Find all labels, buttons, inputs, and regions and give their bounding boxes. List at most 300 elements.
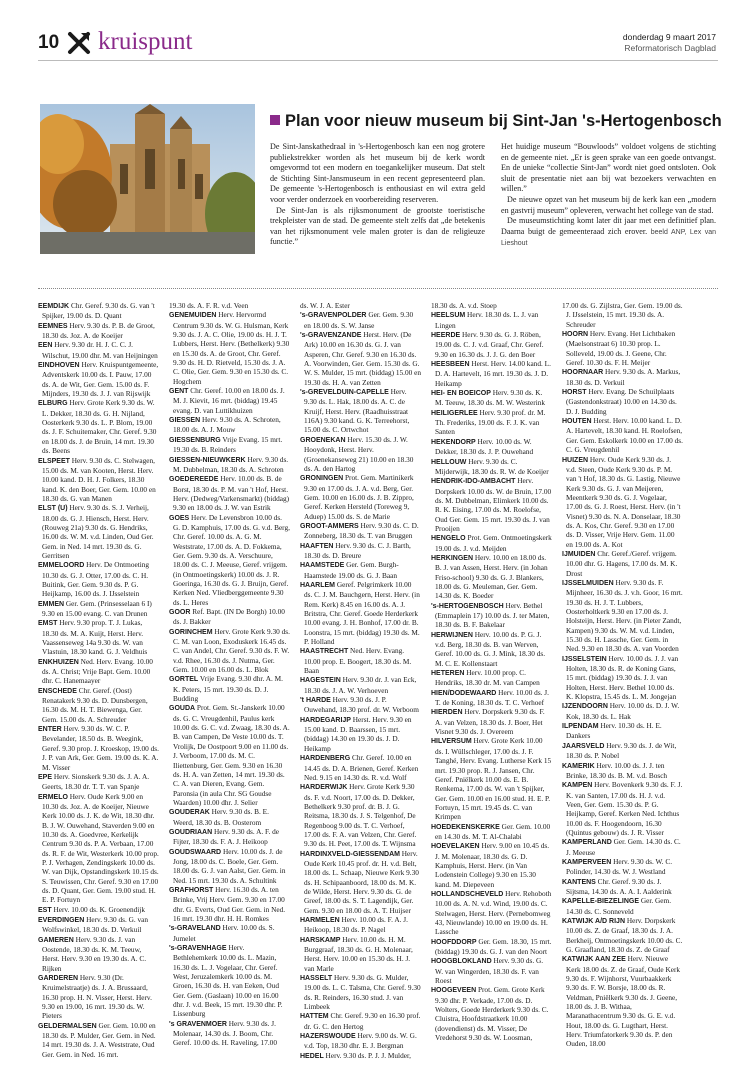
listing-place: EEMDIJK [38,303,70,310]
listing-services: 19.30 ds. A. F. R. v.d. Veen [169,301,249,310]
listing-entry [169,627,290,675]
publication-name: Reformatorisch Dagblad [624,43,716,53]
listing-services: 17.00 ds. G. Zijlstra, Ger. Gem. 19.00 ds. J. IJsselstein, 15 mrt. 19.30 ds. A. Schreuder [562,301,683,329]
listing-services: Herv. 9.30 ds. S. J. Verheij, 18.00 ds. G. J. Hiensch, Herst. Herv. (Rouweg 21a) 9.30 ds. G. Hendriks, 16.00 ds. W. M. v.d. Linden, Oud Ger. Gem. in Ned. 14 mrt. 19.30 ds. G. Gerritsen [42,503,154,560]
listing-entry [38,792,159,905]
listing-place: GOUDSWAARD [169,848,222,856]
listing-services: Herv. 9.30 ds. C. Stelwagen, 15.00 ds. M. van Kooten, Herst. Herv. 10.00 kand. D. H. J. Folkers, 18.30 kand. K. den Boer, Ger. Gem. 10.00 en 18.30 ds. G. van Manen [42,455,156,503]
listing-entry [38,456,159,504]
listing-entry [38,599,159,619]
listing-place: GIESSEN [169,417,201,425]
listing-services: Vrije Evang. 15 mrt. 19.30 ds. B. Reinders [173,434,283,455]
listing-place: 't HARDE [300,697,331,705]
listing-services: Herv. 9.30 prop. T. J. Lukas, 18.30 ds. M. A. Kuijt, Herst. Herv. Vaassenseweg 14a 9.30 ds. W. van Vlastuin, 18.30 kand. G. J. Veldhuis [42,618,148,657]
listing-entry [562,578,683,654]
listing-place: HARDEGARIJP [300,716,351,724]
listing-services: Herv. Dorpskerk 9.30 ds. F. A. van Velzen, 18.30 ds. J. Boer, Het Visnet 9.30 ds. J. Overeem [435,707,545,737]
listing-services: Chr. Geref. 9.30 ds. G. van 't Spijker, 19.00 ds. D. Quant [42,301,155,321]
listing-entry [169,455,290,475]
listing-services: Herv. Bovenkerk 9.30 ds. F. J. K. van Santen, 17.00 ds. H. J. v.d. Veen, Ger. Gem. 15.30 ds. P. G. Heijkamp, Geref. Kerken Ned. Ichthus 10.00 ds. F. Hoogendoorn, 16.30 (Quintus gebouw) ds. J. R. Visser [566,780,683,837]
listing-services: Herv. Evang. De Schuilplaats (Gastendonkstraat) 10.00 en 14.30 ds. D. J. Budding [566,387,677,416]
article-paragraph-last: De museumstichting komt later dit jaar met een definitief plan. Daarna buigt de gemeenteraad zich erover. [501,216,716,236]
listing-services: Herv. 10.00 ds. H. M. Burggraaf, 18.30 ds. G. H. Molenaar, Herst. Herv. 10.00 en 15.30 ds. H. J. van Marle [304,934,413,973]
listing-services: Herv. Evang. Het Lichtbaken (Maelsonstraat 6) 10.30 prop. L. Solleveld, 19.00 ds. J. Geene, Chr. Geref. 10.30 ds. F. H. Meijer [566,329,676,368]
listing-entry [562,877,683,897]
listing-place: HOUTEN [562,418,592,426]
listing-entry [300,753,421,782]
listing-services: Herv. 9.30 ds. G. van Wolfswinkel, 18.30 ds. D. Verkuil [42,915,149,935]
listing-place: HERKINGEN [431,554,474,562]
listing-place: KAMPERVEEN [562,858,612,866]
listing-place: HIERDEN [431,709,463,717]
listing-entry [38,686,159,724]
listing-place: HOOGBLOKLAND [431,958,492,966]
listing-place: GORTEL [169,676,199,684]
listing-entry [300,935,421,973]
listing-entry [169,301,290,310]
listing-services: Ger. Gem. Burgh-Haamstede 19.00 ds. G. J. Baan [304,560,399,580]
listing-entry [562,329,683,367]
listing-services: Herv. 18.30 ds. L. J. van Lingen [435,310,539,330]
listing-place: GROENEKAN [300,436,346,444]
listing-services: Herv. 10.00 ds. J. J. ten Brinke, 18.30 ds. B. M. v.d. Bosch [566,760,668,780]
listing-place: EVERDINGEN [38,917,85,924]
listing-services: ds. W. J. A. Ester [300,301,350,310]
listing-place: HARDERWIJK [300,784,348,792]
listing-place: HOOGEVEEN [431,987,477,995]
listing-place: GOEDEREEDE [169,476,219,484]
listing-entry [169,435,290,455]
listing-services: Herv. 9.30 (Dr. Kruimelstraatje) ds. J. A. Brussaard, 16.30 prop. H. N. Visser, Herst. Herv. 9.30 en 19.00, 16 mrt. 19.30 ds. W. Pieters [42,973,152,1021]
section-title: kruispunt [98,28,193,55]
listing-entry [300,849,421,915]
listing-place: KAPELLE-BIEZELINGE [562,898,640,906]
headline-bullet-icon [270,115,280,125]
listing-place: ERMELO [38,793,68,801]
listing-entry [169,1019,290,1048]
article-paragraph: De nieuwe opzet van het museum bij de kerk kan een „modern en gastvrij museum” opleveren, verwacht het college van de stad. [501,194,716,215]
listing-services: Herv. 10.00 ds. F. A. J. Heikoop, 18.30 ds. P. Nagel [304,915,408,935]
listing-entry [38,724,159,772]
listing-place: HUIZEN [562,456,589,464]
listing-services: Herv. 9.30 ds. K. M. Teeuw, 18.30 ds. M. W. Westerink [435,388,546,408]
listing-entry [562,857,683,877]
listing-entry [169,943,290,1019]
listing-place: IJZENDOORN [562,703,608,711]
listing-place: KATWIJK A/D RIJN [562,918,625,925]
section-divider [38,288,718,289]
listing-services: Herst. Herv. 9.30 en 15.00 kand. D. Baarssen, 15 mrt. (biddag) 14.30 en 19.30 ds. J. D. Heikamp [304,714,412,753]
listing-services: Herv. 9.00 en 10.45 ds. J. M. Molenaar, 18.30 ds. G. D. Kamphuis, Herst. Herv. (in Van Lodenstein College) 9.30 en 15.30 kand. M. Diepeveen [435,841,550,889]
listing-entry [38,340,159,360]
listing-entry [300,310,421,330]
listing-services: Herv. Bethel (Emmaplein 17) 10.00 ds. J. ter Maten, 18.30 ds. B. F. Bakelaar [435,600,550,630]
listing-entry [169,807,290,827]
listing-place: GELDERMALSEN [38,1022,97,1030]
listing-place: HERWIJNEN [431,631,473,639]
listing-place: HEERDE [431,332,461,340]
listing-place: ELST (U) [38,505,68,513]
listing-entry [169,607,290,627]
listing-services: Herv. 9.30 dr. H. J. C. C. J. Wilschut, 19.00 dhr. M. van Heijningen [42,340,158,360]
listing-entry [300,782,421,848]
listing-services: Herv. 9.30 ds. G. Mulder, 19.00 ds. L. C. Talsma, Chr. Geref. 9.30 ds. R. Reinders, 16.30 stud. J. van Limbeek [304,973,421,1012]
listing-place: HEESBEEN [431,361,470,369]
listing-services: Herv. 9.30 ds. J. P. Ouwehand, 18.30 prof. dr. W. Verboom [304,695,419,715]
listing-place: HOORNAAR [562,369,604,377]
listing-place: 's-GRAVENZANDE [300,332,362,340]
listing-place: HAGESTEIN [300,677,341,685]
cathedral-photo [40,104,255,254]
listing-services: Ger. Gem. 9.30 en 18.00 ds. S. W. Janse [304,310,414,330]
listing-services: Herv. 10.00 prop. C. Hendriks, 18.30 dr. M. van Campen [435,668,540,688]
listing-entry [431,388,552,408]
listing-column [38,301,159,1066]
listing-entry [431,630,552,668]
listing-services: Herv. Rehoboth 10.00 ds. A. N. v.d. Wind, 19.00 ds. C. Stelwagen, Herst. Herv. (Pernebomweg 43, Nieuwlande) 10.00 en 19.00 ds. H. Lassche [435,888,552,937]
listing-entry [300,973,421,1011]
article-paragraph: De Sint-Jan is als rijksmonument de grootste toeristische trekpleister van de stad. De gemeente stelt zelfs dat „de betekenis van het rijksmonument vele malen groter is dan de religieuze functie.” [270,205,485,247]
listing-services: Herv. 10.00 en 18.00 ds. B. J. van Assen, Herst. Herv. (in Johan Friso-school) 9.30 ds. G. J. Blankers, 18.00 ds. G. Meuleman, Ger. Gem. 14.30 ds. K. Boeder [435,552,548,601]
article-paragraph [501,216,716,250]
listing-services: Herv. Grote Kerk 10.00 ds. I. Wüllschleger, 17.00 ds. J. F. Tanghé, Herv. Evang. Lutherse Kerk 15 mrt. 19.30 prop. R. J. Jansen, Chr. Geref. Pniëlkerk 10.00 ds. E. B. Renkema, 17.00 ds. W. van 't Spijker, Ger. Gem. 10.00 en 16.00 stud. H. E. P. Fortuyn, 15 mrt. 19.45 ds. C. van Krimpen [435,736,552,822]
listing-services: Herv. Grote Kerk 9.30 ds. F. v.d. Noort, 17.00 ds. D. Dekker, Bethelkerk 9.30 prof. dr. B. J. G. Reitsma, 18.30 ds. J. S. Telgenhof, De Regenboog 9.00 ds. T. C. Verhoef, 17.00 ds. F. A. van Velzen, Chr. Geref. 9.30 ds. H. Peet, 17.00 ds. T. Wijnsma [304,782,417,849]
listing-services: Chr. Geref. (Oost) Renatakerk 9.30 ds. D. Dunsbergen, 16.30 ds. M. H. T. Biewenga, Ger. Gem. 15.00 ds. A. Schreuder [42,685,148,724]
listing-place: GAMEREN [38,936,74,944]
listing-entry [562,741,683,761]
listing-entry [562,837,683,857]
listing-entry [169,310,290,386]
listing-entry [300,473,421,521]
listing-entry [38,1021,159,1059]
listing-place: HILVERSUM [431,738,472,746]
listing-place: GARDEREN [38,975,79,983]
listing-place: EEMNES [38,322,68,330]
listing-services: Herv. 15.30 ds. J. W. Hooydonk, Herst. Herv. (Groenekanseweg 21) 10.00 en 18.30 ds. A. den Hartog [304,434,414,473]
listing-entry [431,889,552,937]
listing-entry [300,541,421,561]
listing-place: HENDRIK-IDO-AMBACHT [431,478,516,486]
listing-entry [562,387,683,416]
listing-services: Herv. Bethlehemkerk 10.00 ds. L. Mazin, 16.30 ds. L. J. Vogelaar, Chr. Geref. West, Jeruzalemkerk 10.00 ds. M. Groen, 16.30 ds. H. van Eeken, Oud Ger. Gem. (Gaslaan) 10.00 en 16.00 dhr. J. v.d. Beek, 15 mrt. 19.30 dhr. P. Lissenburg [173,943,283,1019]
listing-place: ELSPEET [38,457,70,465]
listing-services: Herv. 9.00 ds. W. G. v.d. Top, 18.30 dhr. E. J. Bergman [304,1031,417,1051]
listing-place: GOUDERAK [169,809,210,817]
listing-column [562,301,683,1066]
listing-place: GORINCHEM [169,628,213,636]
listing-services: Herv. 9.30 ds. G. W. van Wingerden, 18.30 ds. F. van Roest [435,956,544,986]
listing-services: Herv. Oude Kerk 9.30 ds. J. v.d. Steen, Oude Kerk 9.30 ds. P. M. van 't Hof, 18.30 ds. G. Lastig, Nieuwe Kerk 9.30 ds. G. J. van Meijeren, Meentkerk 9.30 ds. G. J. Vogelaar, 17.00 ds. G. J. Roest, Herst. Herv. (in 't Visnet) 9.30 ds. N. A. Donselaar, 18.30 ds. A. Kos, Chr. Geref. 9.30 en 17.00 ds. D. Visser, Vrije Herv. Gem. 11.00 en 19.00 ds. A. Kot [566,454,681,549]
listing-place: KAMERIK [562,762,595,770]
listing-services: Herv. Oude Kerk 10.45 prof. dr. H. v.d. Belt, 18.00 ds. L. Schaap, Nieuwe Kerk 9.30 ds. H. Schipaanboord, 18.00 ds. M. K. de Wilde, Herst. Herv. 9.30 ds. G. de Greef, 18.00 ds. S. T. Lagendijk, Ger. Gem. 9.30 en 18.00 ds. A. T. Huijser [304,848,419,915]
listing-services: Chr. Geref. 9.30 en 16.30 prof. dr. G. C. den Hertog [304,1011,421,1031]
listing-services: Herv. 10.00 ds. P. G. J. v.d. Berg, 18.30 ds. B. van Werven, Geref. 10.00 ds. G. J. Mink, 18.30 ds. M. C. E. Kollenstaart [435,629,546,668]
listing-place: GENEMUIDEN [169,312,217,320]
page-number: 10 [38,32,60,53]
listing-entry [562,301,683,329]
listing-entry [169,386,290,415]
listing-entry [431,736,552,821]
listing-services: Herv. 9.30 ds. L. Hak, 18.00 ds. A. C. de Kruijf, Herst. Herv. (Raadhuisstraat 116A) 9.30 kand. G. K. Terreehorst, 15.00 ds. C. Ortwchot [304,387,410,435]
listing-services: Herv. Grote Kerk 9.30 ds. W. L. Dekker, 18.30 ds. G. H. Nijland, Oosterkerk 9.30 ds. L. P. Blom, 19.00 ds. J. F. Schuitemaker, Chr. Geref. 9.30 en 18.00 ds. J. de Bruin, 14 mrt. 19.30 ds. Beens [42,398,157,456]
listing-services: Ref. Bapt. (IN De Borgh) 10.00 ds. J. Bakker [173,607,285,627]
listing-place: 's-HERTOGENBOSCH [431,602,504,610]
listing-services: Herv. 10.30 ds. H. E. Dankers [566,721,662,741]
listing-place: HARDINXVELD-GIESSENDAM [300,850,400,858]
listing-services: Herv. De Ontmoeting 10.30 ds. G. J. Otter, 17.00 ds. C. H. Buitink, Ger. Gem. 9.30 ds. P. G. Heijkamp, 16.00 ds. J. IJsselstein [42,560,150,599]
listing-entry [300,715,421,753]
listing-entry [169,847,290,885]
article-paragraph: Het huidige museum “Bouwloods” voldoet volgens de stichting en de gemeente niet. „Er is geen sprake van een goede ontvangst. En de unieke “collectie Sint-Jan” wordt niet goed ontsloten. Ook sluit de presentatie niet aan bij wat bezoekers verwachten en willen.” [501,142,716,194]
issue-date: donderdag 9 maart 2017 [622,32,716,42]
listing-place: EEN [38,342,53,350]
listing-services: Prot. Gem. St.-Janskerk 10.00 ds. G. C. Vreugdenhil, Paulus kerk 10.00 ds. G. C. v.d. Zwaag, 18.30 ds. A. B. van Campen, De Veste 10.00 ds. T. Vrolijk, De Oostpoort 9.00 en 11.00 ds. J. Verboom, 17.00 ds. M. C. Iliettenburg, Ger. Gem. 9.30 en 16.30 ds. H. A. van Zetten, 14 mrt. 19.30 ds. C. A. van Dieren, Evang. Gem. Paronsia (in aula Chr. SG Goudse Waarden) 10.00 dhr. J. Selier [173,703,290,807]
listing-services: Herv. 9.30 ds. M. Dubbelman, 18.30 ds. A. Schroten [173,454,289,474]
listing-services: Herv. Grote Kerk 9.30 ds. C. M. van Loon, Exoduskerk 16.45 ds. C. van Andel, Chr. Geref. 9.30 ds. F. W. v.d. Rhee, 16.30 ds. J. Nutma, Ger. Gem. 10.00 en 16.00 ds. L. Blok [173,626,290,675]
listing-services: Herv. 16.30 ds. A. ten Brinke, Vrij Herv. Gem. 9.30 en 17.00 dhr. G. Everts, Oud Ger. Gem. in Ned. 16 mrt. 19.30 dhr. H. H. Romkes [173,884,286,923]
listing-place: EMMELOORD [38,562,85,570]
listing-services: Prot. Gem. Ontmoetingskerk 19.00 ds. J. v.d. Meijden [435,533,552,553]
listing-services: Herv. 9.30 ds. C. D. Zonneberg, 18.30 ds. T. van Bruggen [304,520,419,541]
listing-services: Herv. 9.30 ds. C. J. Barth, 18.30 ds. D. Breure [304,540,411,560]
listing-services: Herv. 10.00 ds. J. de Jong, 18.00 ds. C. Boele, Ger. Gem. 18.00 ds. G. J. van Aalst, Ger. Gem. in Ned. 15 mrt. 19.30 ds. A. Schultink [173,846,286,885]
listing-services: Chr. Geref. 10.00 en 18.00 ds. J. M. J. Kievit, 16 mrt. (biddag) 19.45 evang. D. van Luttikhuizen [173,386,285,415]
listing-services: Herv. Dorpskerk 10.00 ds. W. de Bruin, 17.00 ds. M. Dubbelman, Elimkerk 10.00 ds. R. K. Eising, 17.00 ds. M. Roelofse, Oud Ger. Gem. 15 mrt. 19.30 ds. J. van Prooijen [435,476,552,533]
listing-services: Herv. 10.00 ds. W. Dekker, 18.30 ds. J. P. Ouwehand [435,436,534,457]
listing-place: GIESSEN-NIEUWKERK [169,456,246,464]
listing-entry [38,398,159,455]
listing-place: KAMPERLAND [562,839,612,847]
listing-place: HAZERSWOUDE [300,1033,356,1041]
listing-services: Herv. 9.30 ds. W. C. P. Bevelander, 18.50 ds. B. Weegink, Geref. 9.30 prop. J. Kroeskop, 19.00 ds. J. P. van Ark, Ger. Gem. 19.00 ds. K. A. M. Visser [42,724,159,772]
listing-place: 's-GRAVELAND [169,925,221,933]
listing-entry [38,905,159,915]
listing-services: Herv. 9.30 ds. B. E. Weerd, 18.30 ds. B. Oosterom [173,807,269,827]
listing-entry [38,973,159,1021]
listing-place: HASSELT [300,975,333,983]
listing-entry [169,923,290,943]
listing-entry [562,916,683,954]
listing-place: GENT [169,388,189,396]
listing-place: ENTER [38,726,62,734]
listing-services: Herv. 9.30 ds. J. de Wit, 18.30 ds. P. Nobel [566,740,677,761]
listing-entry [300,1011,421,1031]
listing-place: HARSKAMP [300,936,341,944]
listing-services: Chr. Geref. 9.30 ds. J. Sijtsma, 14.30 ds. A. A. I. Aalderink [566,876,672,896]
listing-place: HEILIGERLEE [431,409,478,417]
listing-entry [562,701,683,721]
headline-text: Plan voor nieuw museum bij Sint-Jan 's-Hertogenbosch [285,112,722,130]
listing-place: GOUDRIAAN [169,828,213,836]
listing-services: Herv. Hervormd Centrum 9.30 ds. W. G. Hulsman, Kerk 9.30 ds. J. A. C. Olie, 19.00 ds. H. J. T. Lubbers, Herst. Herv. (Bethelkerk) 9.30 en 15.30 ds. A. de Groot, Chr. Geref. 9.30 ds. H. D. Rietveld, 15.30 ds. J. A. C. Olie, Ger. Gem. 9.30 en 15.30 ds. C. Hogchem [173,310,290,386]
listing-entry [431,937,552,957]
listing-place: HAARLEM [300,581,335,589]
listing-entry [38,560,159,598]
listing-services: Ger. Gem. (Prinsesselaan 6 I) 9.30 en 15.00 evang. C. van Drunen [42,598,152,618]
listing-services: Herv. 9.30 ds. G. J. Röben, 19.00 ds. C. J. v.d. Graaf, Chr. Geref. 9.30 en 16.30 ds. J. J. G. den Boer [435,330,544,359]
listing-place: ENSCHEDE [38,687,77,695]
listing-place: IJSSELSTEIN [562,655,607,663]
listing-place: GOES [169,514,190,522]
listing-place: GRONINGEN [300,475,344,483]
listing-services: Herv. 10.00 ds. S. Jumelet [173,923,275,943]
listing-column [431,301,552,1066]
listing-place: HEDEL [300,1052,324,1060]
listing-services: Ned. Herv. Evang. 10.00 ds. A. Christ; Vrije Bapt. Gem. 10.00 dhr. C. Hanemaayer [42,656,153,686]
listing-place: HOORN [562,331,589,339]
listing-place: HOOFDDORP [431,938,477,946]
listing-place: HAAFTEN [300,542,334,550]
listing-entry [431,707,552,736]
listing-place: HOEDEKENSKERKE [431,823,500,831]
article-body-right [501,142,716,250]
listing-place: HATTEM [300,1013,329,1021]
listing-place: GIESSENBURG [169,436,221,444]
listing-services: Ger. Gem. 18.30, 15 mrt. (biddag) 19.30 ds. G. J. van den Noort [435,936,552,957]
listing-entry [300,387,421,435]
listing-entry [431,553,552,601]
listing-entry [300,915,421,935]
article-paragraph: De Sint-Janskathedraal in 's-Hertogenbosch kan een nog grotere publiekstrekker worden als het museum bij de kerk wordt omgevormd tot een modern en toegankelijker museum. Dat stelt de Stichting Sint-Jansmuseum in een recent gepresenteerd plan. De gemeente 's-Hertogenbosch is enthousiast en wil extra geld voor verder onderzoek en voorbereiding reserveren. [270,142,485,204]
listing-entry [431,408,552,437]
listing-services: Herv. 10.00 ds. D. J. W. Kok, 18.30 ds. L. Hak [566,701,680,721]
listing-entry [169,513,290,607]
listing-entry [169,827,290,847]
listing-services: Herv. 9.30 ds. J. van Oostende, 18.30 ds. K. M. Teeuw, Herst. Herv. 9.30 en 19.30 ds. A. C. Rijken [42,934,147,973]
listing-entry [169,885,290,923]
listing-entry [169,674,290,703]
listing-services: Geref. Pelgrimkerk 10.00 ds. C. J. M. Bauchgern, Herst. Herv. (in Rem. Kerk) 8.45 en 16.00 ds. A. J. Britstra, Chr. Geref. Goede Herderkerk 10.00 evang. J. H. Bonhof, 17.00 dr. B. Loonstra, 15 mrt. (biddag) 19.30 ds. M. P. Holland [304,579,420,647]
listing-place: HENGELO [431,535,466,543]
listing-place: 's-GREVELDUIN-CAPELLE [300,389,389,397]
listing-column [169,301,290,1066]
crossroads-logo-icon [66,30,92,56]
listing-entry [562,416,683,454]
listing-place: IJSSELMUIDEN [562,579,614,587]
listing-entry [431,601,552,630]
listing-services: Prot. Gem. Grote Kerk 9.30 dhr. P. Verkade, 17.00 ds. D. Wolters, Goede Herderkerk 9.30 ds. C. Cluistra, Hoofdstraatkerk 10.00 (dovendienst) ds. M. Visser, De Vredehorst 9.30 ds. W. Loosman, [435,985,549,1043]
listing-entry [300,1031,421,1051]
listing-services: Herv. 10.00 ds. J. T. de Koning, 18.30 ds. T. C. Verhoef [435,687,549,708]
listing-entry [300,435,421,473]
church-service-listings [38,301,720,1066]
listing-place: ENKHUIZEN [38,658,79,666]
listing-place: HIEN/DODEWAARD [431,689,497,697]
listing-services: Herst. Herv. 10.00 kand. L. D. A. Hartevelt, 18.30 kand. H. Roelofsen, Ger. Gem. Eskolkerk 10.00 en 17.00 ds. C. G. Vreugdenhil [566,416,683,455]
listing-place: HEKENDORP [431,438,476,446]
header-rule [38,60,718,61]
listing-entry [431,985,552,1042]
listing-entry [431,533,552,553]
listing-entry [431,457,552,477]
listing-place: HARMELEN [300,917,340,924]
listing-services: Ger. Gem. 10.00 en 18.30 ds. P. Mulder, Ger. Gem. in Ned. 14 mrt. 19.30 ds. J. A. Weststrate, Oud Ger. Gem. in Ned. 16 mrt. [42,1020,156,1059]
listing-entry [562,549,683,578]
listing-services: Herv. Nieuwe Kerk 18.00 ds. Z. de Graaf, Oude Kerk 9.30 ds. F. Wijnhorst, Vuurbaakkerk 9.30 ds. F. W. Borsje, 18.00 ds. R. Veldman, Pniëlkerk 9.30 ds. J. Geene, 18.00 ds. J. B. Withaa, Maranathacentrum 9.30 ds. G. E. v.d. Hout, 18.00 ds. G. Lugthart, Herst. Herv. Triumfatorkerk 9.30 ds. P. den Ouden, 18.00 [566,954,681,1049]
listing-place: KAMPEN [562,782,593,790]
listing-entry [431,956,552,985]
listing-entry [38,321,159,341]
listing-services: Herv. 9.30 ds. C. Mijderwijk, 18.30 ds. R. W. de Koeijer [435,456,549,476]
listing-services: Herv. Kruispuntgemeente, Adventskerk 10.00 ds. I. Pauw, 17.00 ds. A. de Wit, Ger. Gem. 15.00 ds. F. Mijnders, 19.30 ds. J. J. van Rijswijk [42,360,159,399]
listing-place: GROOT-AMMERS [300,522,359,530]
listing-entry [38,935,159,973]
listing-place: ELBURG [38,400,68,408]
listing-place: GOOR [169,609,191,616]
listing-services: Vrije Evang. 9.30 dhr. A. M. K. Peters, 15 mrt. 19.30 ds. D. J. Budding [173,674,283,704]
listing-services: Herv. 9.30 ds. A. Markus, 18.30 ds. D. Verkuil [566,367,681,387]
listing-services: Herv. 9.30 ds. J. Molenaar, 14.30 ds. J. Boom, Chr. Geref. 10.00 ds. H. Raveling, 17.00 [173,1018,277,1048]
listing-place: HORST [562,389,587,397]
listing-place: HOEVELAKEN [431,843,480,851]
listing-services: Herv. Oude Kerk 9.00 en 10.30 ds. Joz. A. de Koeijer, Nieuwe Kerk 10.00 ds. J. K. de Wit, 18.30 dhr. B. J. W. Ouwehand, Staverden 9.00 en 10.30 ds. A. Goedvree, Kerkelijk Centrum 9.30 ds. P. A. Verbaan, 17.00 ds. R. F. de Wit, Westerkerk 10.00 prop. P. J. Verhagen, Zendingskerk 10.00 ds. W. van Dijk, Opstandingskerk 10.15 ds. S. Teuwissen, Chr. Geref. 9.30 en 17.00 ds. D. Quant, Ger. Gem. 19.00 stud. H. E. P. Fortuyn [42,791,159,905]
listing-services: Herv. 10.00 ds. J. J. van Holten, 18.30 ds. R. de Koning Gans, 15 mrt. (biddag) 19.30 ds. J. J. van Holten, Herst. Herv. Bethel 10.00 ds. K. Klopstra, 15.45 ds. L. M. Jongejan [566,653,679,702]
listing-services: Herv. Sionskerk 9.30 ds. J. A. A. Geerts, 18.30 dr. T. T. van Spanje [42,771,150,792]
listing-place: EPE [38,773,53,781]
listing-place: GOUDA [169,705,196,713]
listing-place: EINDHOVEN [38,362,80,370]
listing-entry [38,503,159,560]
listing-services: Prot. Gem. Martinikerk 9.30 en 17.00 ds. J. A. v.d. Berg, Ger. Gem. 10.00 en 16.00 ds. J. B. Zippro, Geref. Kerken Hersteld (Toreweg 9, Aduep) 15.00 ds. S. de Marie [304,473,414,521]
listing-entry [300,560,421,580]
listing-entry [431,310,552,330]
listing-entry [562,896,683,916]
listing-entry [562,367,683,387]
listing-entry [300,521,421,541]
listing-entry [169,415,290,435]
listing-place: KATWIJK AAN ZEE [562,956,626,964]
listing-entry [431,359,552,388]
article-body-left [270,142,485,248]
listing-place: HARDENBERG [300,755,351,763]
listing-services: Herv. 9.30 ds. W. C. Polinder, 14.30 ds. W. J. Westland [566,856,673,877]
listing-entry [562,761,683,781]
listing-place: ILPENDAM [562,723,599,731]
listing-place: 's GRAVENMOER [169,1020,227,1028]
listing-place: HOLLANDSCHEVELD [431,890,504,898]
listing-place: HAAMSTEDE [300,562,345,570]
listing-entry [38,657,159,686]
listing-entry [562,455,683,549]
listing-place: HEI- EN BOEICOP [431,390,491,398]
listing-services: Herv. Dorpskerk 10.00 ds. Z. de Graaf, 18.30 ds. J. A. Berkheij, Ontmoetingskerk 10.00 ds. C. G. Graafland, 18.30 ds. Z. de Graaf [566,916,683,955]
listing-services: Chr. Geref. 10.00 en 14.45 ds. D. A. Brienen, Geref. Kerken Ned. 9.15 en 14.30 ds. R. v.d. Wolf [304,753,419,782]
listing-place: GRAFHORST [169,886,214,894]
page-header [38,28,718,68]
listing-services: Herv. 9.30 prof. dr. M. Th. Frederiks, 19.00 ds. F. J. K. van Santen [435,407,546,437]
listing-place: JAARSVELD [562,742,605,750]
listing-place: 's-GRAVENPOLDER [300,312,367,320]
listing-entry [38,618,159,656]
listing-services: Herv. 10.00 ds. B. de Borst, 18.30 ds. P. M. van 't Hof, Herst. Herv. (Dedweg/Varkensmarkt) (biddag) 9.30 en 18.00 ds. J. W. van Estrik [173,474,290,513]
listing-place: EST [38,906,52,914]
listing-entry [300,580,421,646]
listing-column [300,301,421,1066]
listing-entry [562,654,683,702]
listing-entry [431,437,552,457]
listing-services: Herv. 9.30 dr. J. van Eck, 18.30 ds. J. A. W. Verhoeven [304,675,417,695]
listing-entry [300,1051,421,1061]
listing-services: Herst. Herv. 14.00 kand. L. D. A. Hartevelt, 16 mrt. 19.30 ds. J. D. Heikamp [435,359,551,388]
listing-services: Herv. 9.30 ds. A. Schroten, 18.00 ds. A. J. Mouw [173,415,281,435]
listing-entry [300,330,421,387]
listing-place: HETEREN [431,670,465,678]
photo-credit: beeld ANP, Lex van Lieshout [501,228,716,248]
listing-entry [431,668,552,688]
listing-entry [169,474,290,512]
listing-services: Ger. Gem. 14.30 ds. C. J. Meeuse [566,837,681,857]
listing-entry [300,695,421,715]
